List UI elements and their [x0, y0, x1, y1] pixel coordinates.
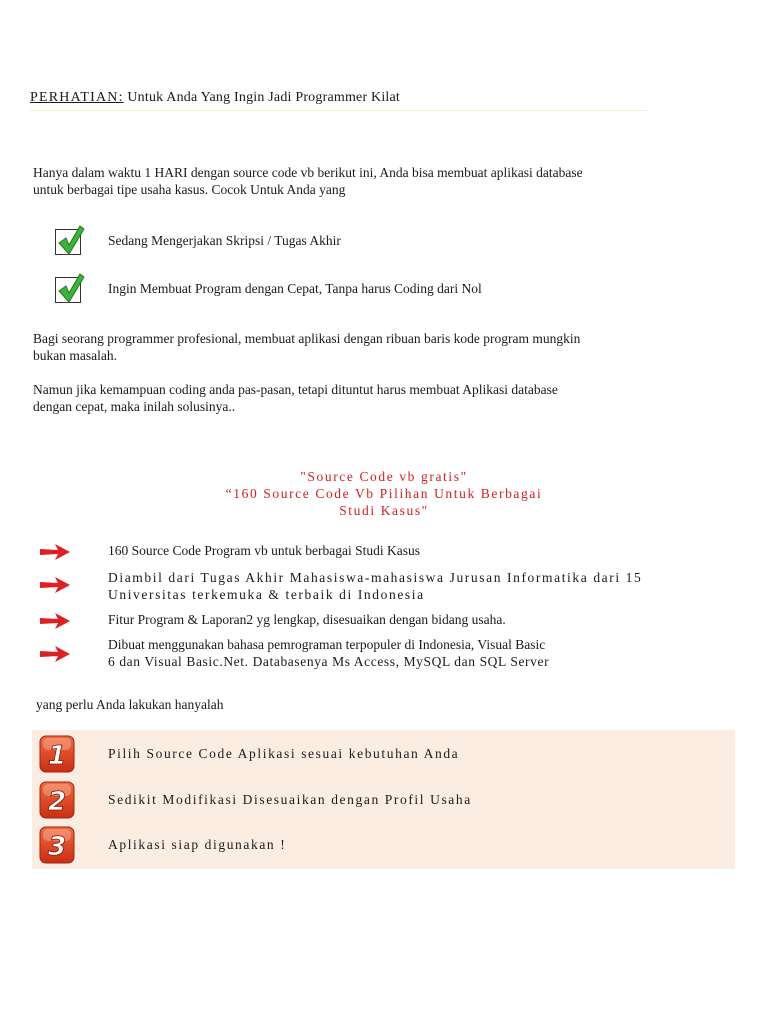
step-item	[32, 735, 735, 775]
step-text: Pilih Source Code Aplikasi sesuai kebutuhan Anda	[108, 746, 460, 761]
paragraph-pro	[33, 330, 733, 364]
checklist-item	[55, 277, 655, 307]
page-header	[30, 90, 648, 111]
feature-item	[38, 569, 738, 605]
feature-line-2: 6 dan Visual Basic.Net. Databasenya Ms Access, MySQL dan SQL Server	[108, 654, 550, 669]
intro-line-2: untuk berbagai tipe usaha kasus. Cocok Untuk Anda yang	[33, 182, 346, 197]
checklist-item-text: Ingin Membuat Program dengan Cepat, Tanpa harus Coding dari Nol	[108, 281, 482, 296]
paragraph-solution	[33, 381, 733, 415]
step-number: 3	[47, 832, 67, 862]
header-text: Untuk Anda Yang Ingin Jadi Programmer Kilat	[123, 90, 401, 105]
promo-title-line-3: Studi Kasus"	[339, 503, 429, 518]
step-number: 1	[47, 741, 67, 771]
number-badge-icon	[39, 826, 75, 864]
number-badge-icon	[39, 781, 75, 819]
step-item	[32, 826, 735, 866]
feature-line-1: Dibuat menggunakan bahasa pemrograman terpopuler di Indonesia, Visual Basic	[108, 637, 546, 652]
promo-title	[0, 468, 768, 519]
header-label: PERHATIAN:	[30, 90, 124, 105]
steps-panel	[32, 730, 735, 869]
feature-text	[108, 569, 738, 603]
step-item	[32, 781, 735, 821]
step-number: 2	[47, 787, 67, 817]
promo-title-line-1: "Source Code vb gratis"	[300, 469, 468, 484]
number-badge-icon	[39, 735, 75, 773]
para3-line-2: dengan cepat, maka inilah solusinya..	[33, 399, 236, 414]
red-arrow-icon	[38, 542, 72, 562]
red-arrow-icon	[38, 575, 72, 595]
step-text: Aplikasi siap digunakan !	[108, 837, 287, 852]
feature-item	[38, 611, 738, 631]
steps-intro: yang perlu Anda lakukan hanyalah	[36, 697, 224, 712]
feature-text	[108, 636, 738, 670]
feature-line-1: Fitur Program & Laporan2 yg lengkap, disesuaikan dengan bidang usaha.	[108, 612, 506, 627]
checklist-item-text: Sedang Mengerjakan Skripsi / Tugas Akhir	[108, 233, 341, 248]
para3-line-1: Namun jika kemampuan coding anda pas-pasan, tetapi dituntut harus membuat Aplikasi database	[33, 382, 558, 397]
intro-line-1: Hanya dalam waktu 1 HARI dengan source code vb berikut ini, Anda bisa membuat aplikasi database	[33, 165, 583, 180]
promo-title-line-2: “160 Source Code Vb Pilihan Untuk Berbagai	[225, 486, 543, 501]
red-arrow-icon	[38, 611, 72, 631]
feature-line-1: 160 Source Code Program vb untuk berbagai Studi Kasus	[108, 543, 420, 558]
feature-line-1: Diambil dari Tugas Akhir Mahasiswa-mahasiswa Jurusan Informatika dari 15	[108, 570, 643, 585]
para2-line-1: Bagi seorang programmer profesional, membuat aplikasi dengan ribuan baris kode program mungkin	[33, 331, 581, 346]
checklist-item	[55, 229, 655, 259]
feature-item	[38, 542, 738, 562]
intro-paragraph	[33, 164, 733, 198]
checkmark-icon	[56, 223, 86, 257]
para2-line-2: bukan masalah.	[33, 348, 117, 363]
feature-item	[38, 636, 738, 672]
step-text: Sedikit Modifikasi Disesuaikan dengan Profil Usaha	[108, 792, 472, 807]
checkmark-icon	[56, 271, 86, 305]
feature-line-2: Universitas terkemuka & terbaik di Indonesia	[108, 587, 425, 602]
red-arrow-icon	[38, 644, 72, 664]
